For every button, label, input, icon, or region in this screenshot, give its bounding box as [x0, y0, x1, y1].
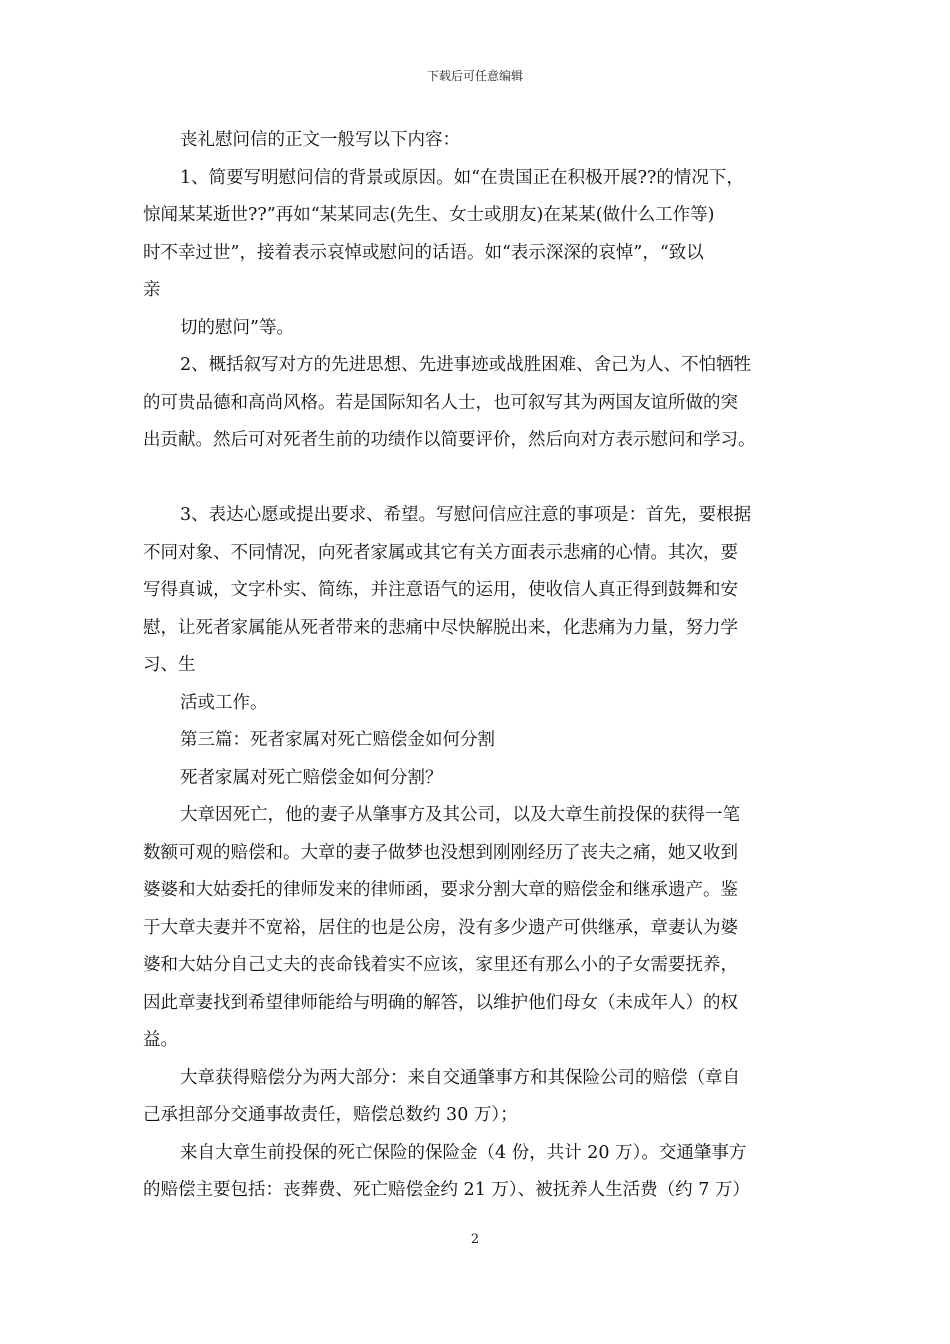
text-line: 婆和大姑分自己丈夫的丧命钱着实不应该，家里还有那么小的子女需要抚养，: [143, 955, 738, 975]
text-line: 因此章妻找到希望律师能给与明确的解答，以维护他们母女（未成年人）的权: [143, 992, 738, 1013]
page-header: 下载后可任意编辑: [426, 69, 523, 83]
section-subtitle: 死者家属对死亡赔偿金如何分割？: [180, 767, 443, 788]
text-line: 的赔偿主要包括：丧葬费、死亡赔偿金约 21 万）、被抚养人生活费（约 7 万）: [143, 1180, 750, 1200]
text-line: 写得真诚，文字朴实、简练，并注意语气的运用，使收信人真正得到鼓舞和安: [143, 580, 738, 600]
text-line: 切的慰问”等。: [180, 317, 294, 338]
text-line: 2、概括叙写对方的先进思想、先进事迹或战胜困难、舍己为人、不怕牺牲: [180, 355, 752, 375]
text-line: 大章获得赔偿分为两大部分：来自交通肇事方和其保险公司的赔偿（章自: [180, 1067, 740, 1088]
text-line: 活或工作。: [180, 692, 268, 713]
page-number: 2: [470, 1232, 480, 1247]
text-line: 于大章夫妻并不宽裕，居住的也是公房，没有多少遗产可供继承，章妻认为婆: [143, 917, 738, 938]
text-line: 出贡献。然后可对死者生前的功绩作以简要评价，然后向对方表示慰问和学习。: [143, 430, 756, 450]
text-line: 的可贵品德和高尚风格。若是国际知名人士，也可叙写其为两国友谊所做的突: [143, 392, 738, 413]
text-line: 婆婆和大姑委托的律师发来的律师函，要求分割大章的赔偿金和继承遗产。鉴: [143, 880, 738, 900]
text-line: 亲: [143, 280, 161, 300]
document-body: [143, 122, 823, 1210]
text-line: 不同对象、不同情况，向死者家属或其它有关方面表示悲痛的心情。其次，要: [143, 542, 738, 563]
text-line: 大章因死亡，他的妻子从肇事方及其公司，以及大章生前投保的获得一笔: [180, 805, 740, 825]
text-line: 己承担部分交通事故责任，赔偿总数约 30 万）；: [143, 1105, 518, 1125]
text-line: 时不幸过世”，接着表示哀悼或慰问的话语。如“表示深深的哀悼”，“致以: [143, 242, 704, 263]
blank-line: [143, 460, 823, 498]
text-line: 慰，让死者家属能从死者带来的悲痛中尽快解脱出来，化悲痛为力量，努力学: [143, 617, 738, 638]
text-line: 3、表达心愿或提出要求、希望。写慰问信应注意的事项是：首先，要根据: [180, 505, 752, 525]
text-line: 益。: [143, 1030, 178, 1050]
text-line: 来自大章生前投保的死亡保险的保险金（4 份，共计 20 万）。交通肇事方: [180, 1142, 747, 1163]
text-line: 丧礼慰问信的正文一般写以下内容：: [180, 130, 460, 150]
text-line: 惊闻某某逝世??”再如“某某同志(先生、女士或朋友)在某某(做什么工作等): [143, 205, 715, 225]
text-line: 数额可观的赔偿和。大章的妻子做梦也没想到刚刚经历了丧夫之痛，她又收到: [143, 842, 738, 863]
text-line: 习、生: [143, 655, 196, 675]
section-title: 第三篇：死者家属对死亡赔偿金如何分割: [180, 730, 495, 750]
text-line: 1、简要写明慰问信的背景或原因。如“在贵国正在积极开展??的情况下，: [180, 167, 744, 188]
